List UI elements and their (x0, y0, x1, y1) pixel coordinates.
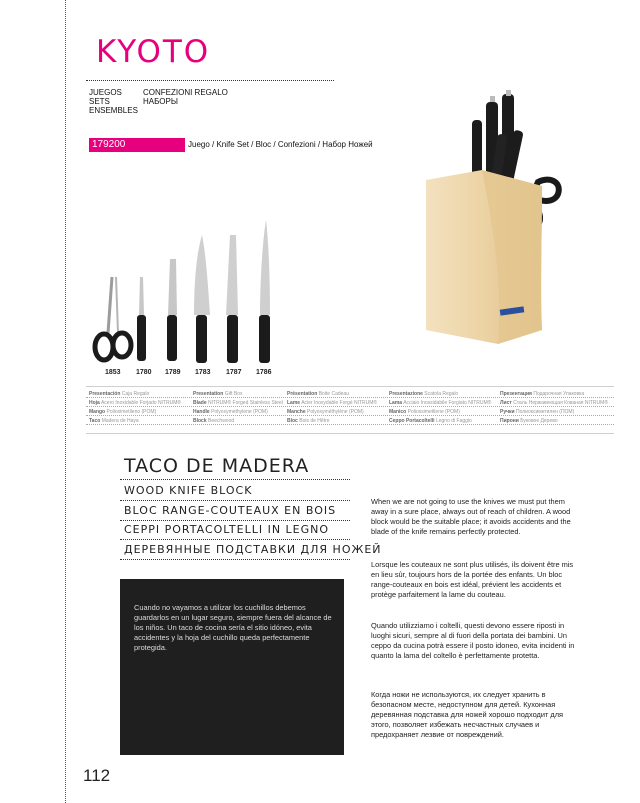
header-dotted-rule (86, 80, 334, 81)
heading-rule-4 (120, 559, 350, 560)
specs-rule-4 (86, 424, 614, 425)
spec-cell: Handle Polyoxymethylene (POM) (193, 409, 268, 415)
knife-label-1780: 1780 (136, 369, 152, 376)
heading-rule-2 (120, 520, 350, 521)
spec-cell: Hoja Acero Inoxidable Forjado NITRUM® (89, 400, 182, 406)
subheading-it: CEPPI PORTACOLTELLI IN LEGNO (124, 523, 330, 536)
margin-dotted-line (65, 0, 66, 803)
category-confezioni: CONFEZIONI REGALO (143, 88, 228, 97)
text-es: Cuando no vayamos a utilizar los cuchillos debemos guardarlos en un lugar seguro, siempre fuera del alcance de los niños. Un taco de cocina sería el sitio idóneo, evita accidentes y la hoja del cuchillo queda perfectamente protegida. (134, 603, 332, 652)
spec-cell: Blade NITRUM® Forged Stainless Steel (193, 400, 283, 406)
scissors-1853-icon (95, 277, 131, 360)
knife-1789-icon (167, 259, 177, 361)
spec-cell: Presentación Caja Regalo (89, 391, 150, 397)
spec-cell: Mango Polioximetileno (POM) (89, 409, 157, 415)
spec-cell: Manche Polyoxyméthylène (POM) (287, 409, 364, 415)
knife-block-image (420, 90, 590, 350)
category-col-1 (89, 88, 138, 115)
subheading-ru: ДЕРЕВЯННЫЕ ПОДСТАВКИ ДЛЯ НОЖЕЙ (124, 543, 382, 556)
product-code-badge: 179200 (89, 138, 185, 152)
text-ru: Когда ножи не используются, их следует хранить в безопасном месте, недоступном для детей. Кухонная деревянная подставка для ножей хорошо подходит для этого, позволяет избежать несчастных случаев и предохраняет лезвие от повреждений. (371, 690, 564, 739)
knife-1780-icon (137, 277, 146, 361)
spec-cell: Пирони Буковое Дерево (500, 418, 558, 424)
category-ensembles: ENSEMBLES (89, 106, 138, 115)
spec-cell: Lame Acier Inoxydable Forgé NITRUM® (287, 400, 378, 406)
category-col-2 (143, 88, 228, 106)
category-juegos: JUEGOS (89, 88, 122, 97)
section-heading: TACO DE MADERA (124, 455, 310, 477)
knife-label-1853: 1853 (105, 369, 121, 376)
spec-cell: Лист Сталь Нержавеющая Кованая NITRUM® (500, 400, 608, 406)
spec-cell: Lama Acciaio Inossidabile Forgiato NITRUM® (389, 400, 492, 406)
knife-1786-icon (259, 220, 270, 363)
subheading-fr: BLOC RANGE-COUTEAUX EN BOIS (124, 504, 337, 517)
knife-1787-icon (226, 235, 238, 363)
subheading-en: WOOD KNIFE BLOCK (124, 484, 253, 497)
spec-cell: Taco Madera de Haya (89, 418, 139, 424)
spec-cell: Ручки Полиоксиметилен (ПОМ) (500, 409, 575, 415)
text-it: Quando utilizziamo i coltelli, questi devono essere riposti in luoghi sicuri, sempre al di fuori della portata dei bambini. Un ceppo da cucina potrà essere il posto idoneo, evita incidenti in quanto la lama del coltello è perfettamente protetta. (371, 621, 575, 660)
category-nabory: НАБОРЫ (143, 97, 178, 106)
heading-rule-3 (120, 539, 350, 540)
spec-cell: Manico Poliossimetilene (POM) (389, 409, 460, 415)
product-description: Juego / Knife Set / Bloc / Confezioni / Набор Ножей (188, 140, 373, 149)
spec-cell: Présentation Boite Cadeau (287, 391, 349, 397)
spec-cell: Presentation Gift Box (193, 391, 243, 397)
specs-rule-3 (86, 415, 614, 416)
text-en: When we are not going to use the knives we must put them away in a sure place, always out of reach of children. A wood block would be the suitable place; it avoids accidents and the blade of the knife remains perfectly protected. (371, 497, 571, 536)
brand-title: KYOTO (96, 34, 211, 70)
spec-cell: Презентация Подарочная Упаковка (500, 391, 585, 397)
knife-1783-icon (194, 235, 210, 363)
category-sets: SETS (89, 97, 110, 106)
specs-rule-bottom (86, 433, 614, 434)
heading-rule-1 (120, 500, 350, 501)
knife-lineup-image (90, 215, 280, 365)
knife-label-1786: 1786 (256, 369, 272, 376)
spec-cell: Block Beechwood (193, 418, 235, 424)
knife-label-1783: 1783 (195, 369, 211, 376)
spec-cell: Bloc Bois de Hêtre (287, 418, 330, 424)
specs-rule-top (86, 386, 614, 387)
spec-cell: Presentazione Scatola Regalo (389, 391, 459, 397)
spec-cell: Ceppo Portacoltelli Legno di Faggio (389, 418, 472, 424)
page-number: 112 (83, 766, 111, 785)
knife-label-1789: 1789 (165, 369, 181, 376)
heading-rule-0 (120, 479, 350, 480)
knife-label-1787: 1787 (226, 369, 242, 376)
specs-rule-2 (86, 406, 614, 407)
specs-rule-1 (86, 397, 614, 398)
text-fr: Lorsque les couteaux ne sont plus utilisés, ils doivent être mis en lieu sûr, toujours hors de la portée des enfants. Un bloc range-couteaux en bois est idéal, prévient les accidents et protège parfaitement la lame du couteau. (371, 560, 574, 599)
